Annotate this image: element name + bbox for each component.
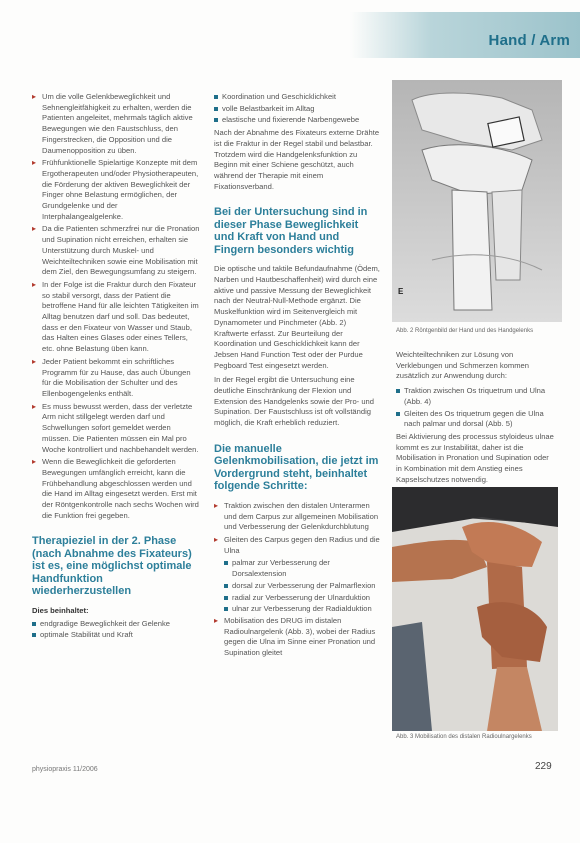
hands-photo-illustration xyxy=(392,487,558,731)
left-column xyxy=(32,92,200,642)
list-item: ▸ Jeder Patient bekommt ein schriftliches Programm für zu Hause, das auch Übungen für die Mobilisation der Schulter und des Ellenbogengelenks enthält. xyxy=(32,357,200,400)
list-item: ▸ Um die volle Gelenkbeweglichkeit und Sehnengleitfähigkeit zu erhalten, werden die Patienten angeleitet, mehrmals täglich aktive Bewegungen wie den Faustschluss, den Fingerstrecken, die Opposition und die Daumenopposition zu üben. xyxy=(32,92,200,156)
list-item: endgradige Beweglichkeit der Gelenke xyxy=(32,619,200,630)
footer-journal: physiopraxis 11/2006 xyxy=(32,766,98,773)
paragraph: In der Regel ergibt die Untersuchung eine deutliche Einschränkung der Flexion und Extension des Handgelenks sowie der Pro- und Supination. Der Faustschluss ist oft vollständig möglich, die Kraft erheblich reduziert. xyxy=(214,375,374,428)
photo-caption: Abb. 3 Mobilisation des distalen Radioulnargelenks xyxy=(396,734,532,740)
section-title: Hand / Arm xyxy=(488,32,570,49)
list-item: ▸ In der Folge ist die Fraktur durch den Fixateur so stabil versorgt, dass der Patient die betroffene Hand für alle leichten Tätigkeiten im Alltag benutzen darf und soll. Das bedeutet, dass er den Fixateur von Wasser und Staub, das Halten eines Glases oder eines Tellers, etc. ohne Belastung üben kann. xyxy=(32,280,200,355)
xray-caption: Abb. 2 Röntgenbild der Hand und des Handgelenks xyxy=(396,328,534,334)
list-item: ▸ Mobilisation des DRUG im distalen Radioulnargelenk (Abb. 3), wobei der Radius gegen die Ulna im Sinne einer Pronation und Supination gleitet xyxy=(214,616,380,659)
paragraph: Die optische und taktile Befundaufnahme (Ödem, Narben und Hautbeschaffenheit) wird durch eine aktive und passive Messung der Beweglichkeit nach der Neutral-Null-Methode ergänzt. Die Muskelfunktion wird im Seitenvergleich mit Dynamometer und Pinchmeter (Abb. 2) Kraftwerte erfasst. Zur Beurteilung der Koordination und Geschicklichkeit kann der Jebsen Hand Function Test oder der Purdue Pegboard Test eingesetzt werden. xyxy=(214,264,380,370)
left-bullet-list xyxy=(32,92,200,521)
mobilisation-steps-continued xyxy=(214,616,380,659)
xray-illustration xyxy=(392,80,562,322)
xray-figure xyxy=(392,80,562,322)
paragraph: Bei Aktivierung des processus styloideus ulnae kommt es zur Instabilität, daher ist die Mobilisation in Pronation und Supination oder in Kombination mit dem Anstieg eines Kapselschutzes notwendig. xyxy=(396,431,554,484)
list-item: Traktion zwischen Os triquetrum und Ulna (Abb. 4) xyxy=(396,386,556,407)
list-item: volle Belastbarkeit im Alltag xyxy=(214,104,380,115)
header-band xyxy=(350,12,580,58)
list-item: Gleiten des Os triquetrum gegen die Ulna nach palmar und dorsal (Abb. 5) xyxy=(396,409,556,430)
figure-tag: E xyxy=(398,287,404,296)
list-item: ▸ Gleiten des Carpus gegen den Radius und die Ulna xyxy=(214,535,380,556)
paragraph: Nach der Abnahme des Fixateurs externe Drähte ist die Fraktur in der Regel stabil und belastbar. Trotzdem wird die Handgelenksfunktion zu Beginn mit einer Schiene geschützt, auch während der Therapie mit einem Fixationsverband. xyxy=(214,128,380,191)
gliding-directions xyxy=(224,558,380,615)
page-number: 229 xyxy=(535,761,552,772)
list-item: dorsal zur Verbesserung der Palmarflexion xyxy=(224,581,380,592)
list-item: ▸ Wenn die Beweglichkeit die geforderten Bewegungen umfänglich erreicht, kann die Frühbehandlung abgeschlossen werden und die Hand im Alltag eingesetzt werden. Erst mit der Röntgenkontrolle nach sechs Wochen wird die Funktion frei gegeben. xyxy=(32,457,200,521)
mobilisation-steps xyxy=(214,501,380,557)
mobilisation-photo xyxy=(392,487,558,731)
list-item: ▸ Da die Patienten schmerzfrei nur die Pronation und Supination nicht erreichen, erhalten sie Unterstützung durch Muskel- und Weichteiltechniken sowie eine Mobilisation mit dem Ziel, den Bewegungsumfang zu steigern. xyxy=(32,224,200,278)
examination-heading: Bei der Untersuchung sind in dieser Phase Beweglichkeit und Kraft von Hand und Fingern besonders wichtig xyxy=(214,206,368,256)
right-column xyxy=(396,348,556,489)
list-item: elastische und fixierende Narbengewebe xyxy=(214,115,380,126)
middle-column xyxy=(214,92,380,661)
list-item: optimale Stabilität und Kraft xyxy=(32,630,200,641)
list-item: palmar zur Verbesserung der Dorsalextension xyxy=(224,558,380,579)
includes-label: Dies beinhaltet: xyxy=(32,605,89,615)
list-item: ▸ Es muss bewusst werden, dass der verletzte Arm nicht stillgelegt werden darf und Schwellungen sofort gemeldet werden müssen. Die Patienten müssen ein Mal pro Woche kontrolliert und nachbehandelt werden. xyxy=(32,402,200,456)
list-item: ▸ Traktion zwischen den distalen Unterarmen und dem Carpus zur allgemeinen Mobilisation und Verbesserung der Gelenkdurchblutung xyxy=(214,501,380,533)
soft-tissue-list xyxy=(396,386,556,430)
goal-list-continued xyxy=(214,92,380,126)
mobilisation-heading: Die manuelle Gelenkmobilisation, die jetzt im Vordergrund steht, beinhaltet folgende Schritte: xyxy=(214,442,379,493)
list-item: Koordination und Geschicklichkeit xyxy=(214,92,380,103)
therapy-goal-heading: Therapieziel in der 2. Phase (nach Abnahme des Fixateurs) ist es, eine möglichst optimale Handfunktion wiederherzustellen xyxy=(32,535,192,598)
list-item: ▸ Frühfunktionelle Spielartige Konzepte mit dem Ergotherapeuten und/oder Physiotherapeuten, die Förderung der aktiven Beweglichkeit der Finger ohne Belastung ermöglichen, der Grundgelenke und der Interphalangealgelenke. xyxy=(32,158,200,222)
list-item: ulnar zur Verbesserung der Radialduktion xyxy=(224,604,380,615)
paragraph: Weichteiltechniken zur Lösung von Verklebungen und Schmerzen kommen zusätzlich zur Anwendung durch: xyxy=(396,350,529,381)
list-item: radial zur Verbesserung der Ulnarduktion xyxy=(224,593,380,604)
includes-list xyxy=(32,619,200,641)
